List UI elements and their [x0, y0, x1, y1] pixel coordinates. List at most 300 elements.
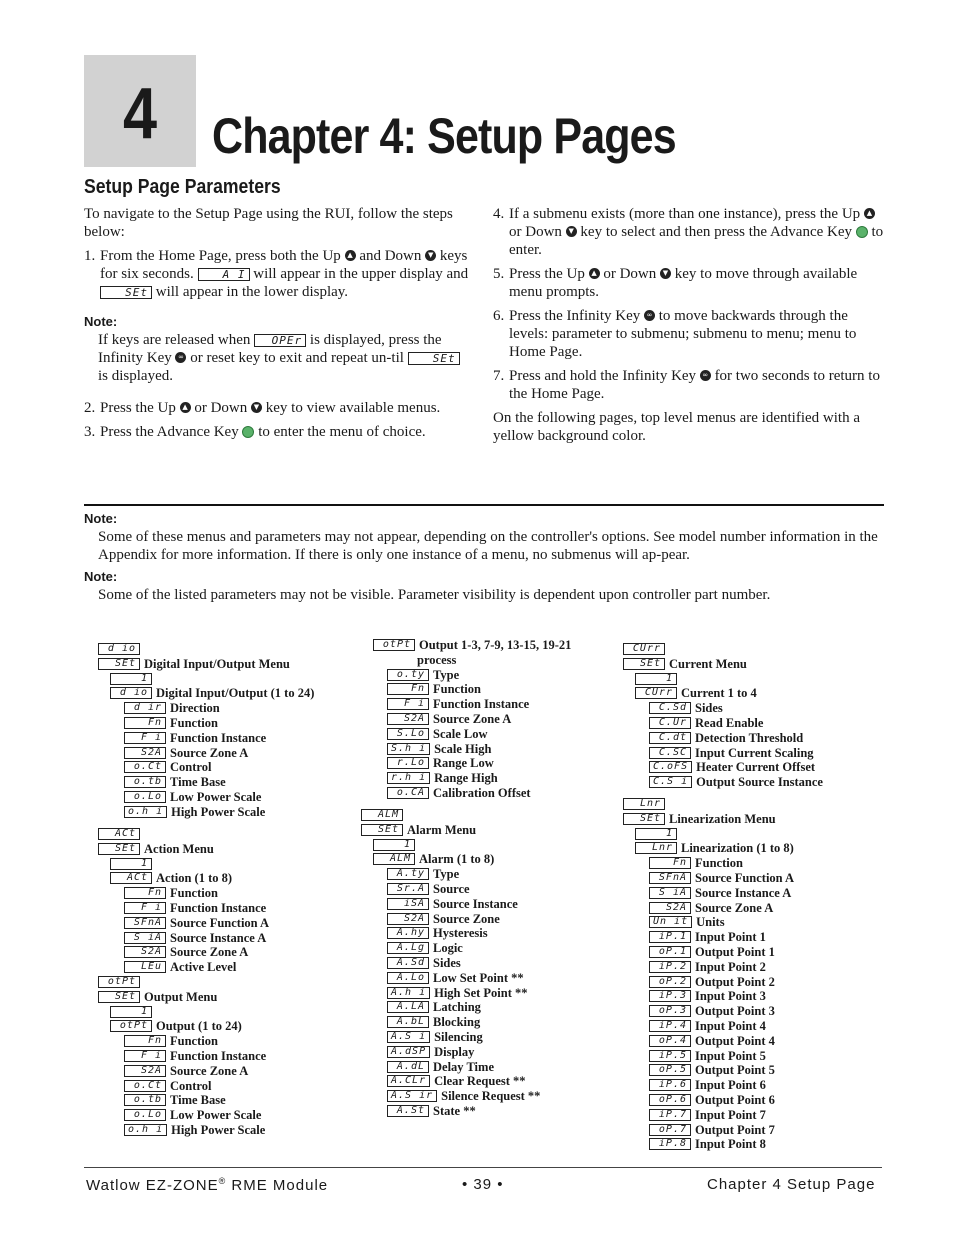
- menu-entry: [649, 716, 763, 730]
- lcd-prompt: C.dt: [649, 732, 691, 744]
- lcd-prompt: A.Lg: [387, 942, 429, 954]
- menu-entry: [387, 682, 481, 696]
- footer-chapter: Chapter 4 Setup Page: [707, 1176, 876, 1193]
- lcd-prompt: ACt: [110, 872, 152, 884]
- menu-entry: [623, 812, 776, 826]
- menu-entry: [110, 672, 156, 686]
- lcd-prompt: 1: [110, 673, 152, 685]
- lcd-prompt: S2A: [124, 946, 166, 958]
- menu-entry: [649, 856, 743, 870]
- lcd-prompt: 1: [635, 828, 677, 840]
- menu-entry-label: Source Instance: [433, 896, 518, 911]
- menu-entry-label: Range High: [434, 771, 498, 786]
- menu-entry-label: Latching: [433, 1000, 481, 1015]
- menu-entry-label: Alarm (1 to 8): [419, 852, 495, 867]
- menu-entry-label: High Set Point **: [434, 985, 528, 1000]
- menu-entry-label: Source Zone A: [170, 1063, 249, 1078]
- lcd-prompt: S iA: [649, 887, 691, 899]
- menu-entry-label: Logic: [433, 941, 463, 956]
- menu-entry-label: State **: [433, 1104, 476, 1118]
- menu-entry-label: Input Point 1: [695, 930, 766, 945]
- lcd-prompt: A.dL: [387, 1061, 429, 1073]
- menu-entry-label: Control: [170, 1078, 212, 1093]
- lcd-prompt: S2A: [124, 747, 166, 759]
- menu-entry: [635, 672, 681, 686]
- lcd-prompt: r.Lo: [387, 757, 429, 769]
- menu-entry: [124, 805, 265, 819]
- menu-entry: [649, 960, 766, 974]
- menu-entry: [361, 808, 407, 822]
- menu-entry-label: Function Instance: [170, 901, 267, 915]
- lcd-prompt: o.h i: [124, 1124, 167, 1136]
- menu-entry-label: Digital Input/Output Menu: [144, 656, 290, 671]
- note-text: If keys are released when OPEr is displayed, press the Infinity Key ∞ or reset key to exit and repeat un-til SEt is displayed.: [98, 331, 469, 385]
- lcd-prompt: 1: [635, 673, 677, 685]
- menu-entry-label: Units: [696, 915, 725, 930]
- menu-entry-label: Source Instance A: [695, 885, 792, 900]
- lcd-prompt: iP.8: [649, 1138, 691, 1150]
- menu-entry-label: Output (1 to 24): [156, 1019, 242, 1034]
- menu-entry-label: Output Point 1: [695, 945, 775, 959]
- menu-entry: [649, 1049, 766, 1063]
- menu-entry: [387, 727, 488, 741]
- menu-entry-label: Current 1 to 4: [681, 686, 757, 701]
- menu-entry: [124, 746, 248, 760]
- infinity-key-icon: ∞: [175, 352, 186, 363]
- lcd-prompt: o.ty: [387, 669, 429, 681]
- lcd-display: SEt: [100, 286, 152, 299]
- note-text: Some of the listed parameters may not be visible. Parameter visibility is dependent upon controller part number.: [98, 587, 771, 603]
- menu-entry-label: Input Current Scaling: [695, 745, 814, 760]
- menu-entry-label: Time Base: [170, 1093, 226, 1108]
- right-column: [493, 205, 885, 445]
- lcd-prompt: S2A: [124, 1065, 166, 1077]
- menu-entry-label: Function: [170, 886, 218, 901]
- lcd-prompt: Un it: [649, 916, 692, 928]
- lcd-prompt: r.h i: [387, 772, 430, 784]
- menu-entry-label: Source Function A: [695, 871, 795, 885]
- lcd-prompt: Fn: [124, 717, 166, 729]
- menu-entry-label: Low Set Point **: [433, 970, 524, 985]
- advance-key-icon: [242, 426, 254, 438]
- intro-text: To navigate to the Setup Page using the RUI, follow the steps below:: [84, 206, 453, 240]
- menu-entry: [649, 975, 775, 989]
- lcd-prompt: oP.5: [649, 1064, 691, 1076]
- menu-entry: [387, 971, 524, 985]
- menu-entry-label: Heater Current Offset: [696, 760, 816, 775]
- menu-entry: [387, 786, 531, 800]
- menu-entry: [387, 668, 459, 682]
- menu-entry-label: Source Zone A: [170, 945, 249, 960]
- menu-entry: [649, 1034, 775, 1048]
- lcd-prompt: 1: [110, 1006, 152, 1018]
- lcd-prompt: ALM: [373, 853, 415, 865]
- menu-entry-label: Calibration Offset: [433, 786, 531, 800]
- menu-entry-label: Function: [170, 1034, 218, 1049]
- menu-entry-label: Silencing: [434, 1030, 483, 1044]
- lcd-prompt: iP.4: [649, 1020, 691, 1032]
- lcd-prompt: C.SC: [649, 747, 691, 759]
- menu-entry: [387, 756, 494, 770]
- menu-entry: [649, 930, 766, 944]
- menu-entry: [110, 871, 232, 885]
- menu-entry-label: Scale Low: [433, 726, 488, 741]
- menu-entry: [387, 897, 518, 911]
- lcd-prompt: Fn: [124, 887, 166, 899]
- lcd-prompt: SEt: [98, 843, 140, 855]
- page-number: • 39 •: [462, 1176, 504, 1193]
- lcd-prompt: Fn: [387, 683, 429, 695]
- menu-entry-label: Low Power Scale: [170, 790, 262, 804]
- menu-entry-label: Output Point 3: [695, 1004, 775, 1019]
- menu-entry-label: Control: [170, 760, 212, 775]
- menu-entry: [124, 716, 218, 730]
- menu-entry: [98, 827, 144, 841]
- menu-entry: [649, 1078, 766, 1092]
- menu-entry: [124, 1049, 266, 1063]
- menu-entry: [387, 1045, 474, 1059]
- menu-entry-label: Output Source Instance: [696, 775, 823, 790]
- lcd-prompt: A.CLr: [387, 1075, 430, 1087]
- lcd-prompt: Lnr: [623, 798, 665, 810]
- lcd-prompt: d io: [98, 643, 140, 655]
- menu-entry: [387, 1000, 481, 1014]
- lcd-prompt: S.Lo: [387, 728, 429, 740]
- menu-entry: [635, 686, 757, 700]
- down-key-icon: ▼: [660, 268, 671, 279]
- lcd-prompt: oP.1: [649, 946, 691, 958]
- menu-entry: [649, 775, 823, 789]
- lcd-prompt: SFnA: [649, 872, 691, 884]
- menu-entry: [387, 882, 470, 896]
- menu-entry-label: Output 1-3, 7-9, 13-15, 19-21: [419, 638, 572, 652]
- menu-entry: [649, 1004, 775, 1018]
- menu-entry: [124, 731, 266, 745]
- lcd-prompt: otPt: [98, 976, 140, 988]
- menu-entry-label: Function Instance: [170, 730, 267, 745]
- menu-entry-label: Source Zone A: [695, 900, 774, 915]
- menu-entry-label: Digital Input/Output (1 to 24): [156, 686, 315, 701]
- menu-entry-label: Input Point 8: [695, 1137, 766, 1152]
- menu-entry-label: Output Point 7: [695, 1122, 775, 1137]
- menu-entry: [124, 931, 266, 945]
- menu-entry: [623, 657, 747, 671]
- lcd-prompt: F i: [124, 732, 166, 744]
- menu-entry-label: Current Menu: [669, 656, 747, 671]
- menu-entry: [373, 838, 419, 852]
- menu-entry-label: Active Level: [170, 960, 237, 975]
- lcd-prompt: o.Ct: [124, 761, 166, 773]
- menu-entry: [124, 916, 269, 930]
- lcd-prompt: d io: [110, 687, 152, 699]
- menu-entry: [124, 775, 226, 789]
- menu-entry-label: Source Function A: [170, 915, 270, 930]
- lcd-prompt: S2A: [649, 902, 691, 914]
- lcd-display: SEt: [408, 352, 460, 365]
- menu-column-1: [98, 642, 363, 1142]
- lcd-prompt: A.Lo: [387, 972, 429, 984]
- lcd-prompt: A.dSP: [387, 1046, 430, 1058]
- menu-entry: [623, 642, 669, 656]
- menu-entry: [98, 642, 144, 656]
- menu-entry: [110, 857, 156, 871]
- chapter-number: 4: [122, 74, 158, 154]
- lcd-prompt: SFnA: [124, 917, 166, 929]
- menu-entry-label: Source Zone A: [170, 745, 249, 760]
- lcd-prompt: SEt: [98, 658, 140, 670]
- menu-entry-label: Hysteresis: [433, 926, 488, 941]
- lcd-prompt: A.St: [387, 1105, 429, 1117]
- step-2: 2. Press the Up ▲ or Down ▼ key to view available menus.: [84, 400, 441, 416]
- lcd-prompt: 1: [110, 858, 152, 870]
- footer-rule: [84, 1167, 882, 1168]
- menu-entry-label: Delay Time: [433, 1059, 494, 1074]
- menu-entry: [124, 1079, 211, 1093]
- lcd-prompt: S2A: [387, 713, 429, 725]
- lcd-prompt: ACt: [98, 828, 140, 840]
- menu-entry-label: Function: [433, 682, 481, 697]
- menu-entry: [110, 686, 314, 700]
- lcd-prompt: S2A: [387, 913, 429, 925]
- lcd-prompt: oP.3: [649, 1005, 691, 1017]
- menu-entry: [110, 1005, 156, 1019]
- menu-entry-label: Type: [433, 667, 460, 682]
- lcd-prompt: otPt: [373, 639, 415, 651]
- menu-entry-label: Display: [434, 1044, 475, 1059]
- menu-entry-label: Input Point 6: [695, 1078, 766, 1093]
- lcd-prompt: A.bL: [387, 1016, 429, 1028]
- down-key-icon: ▼: [251, 402, 262, 413]
- down-key-icon: ▼: [566, 226, 577, 237]
- step-6: 6. Press the Infinity Key ∞ to move backwards through the levels: parameter to submenu; submenu to menu; menu to Home Page.: [493, 308, 857, 360]
- up-key-icon: ▲: [345, 250, 356, 261]
- menu-entry-label: Input Point 2: [695, 959, 766, 974]
- lcd-prompt: A.ty: [387, 868, 429, 880]
- menu-entry-label: Low Power Scale: [170, 1108, 262, 1123]
- lcd-prompt: Sr.A: [387, 883, 429, 895]
- step-1: 1. From the Home Page, press both the Up ▲ and Down ▼ keys for six seconds. A I will appear in the upper display and SEt will appear in the lower display.: [84, 248, 469, 300]
- footer-product: Watlow EZ-ZONE® RME Module: [86, 1176, 329, 1194]
- menu-entry-label: Silence Request **: [441, 1089, 541, 1104]
- menu-entry: [649, 731, 803, 745]
- menu-entry-label: Output Point 4: [695, 1033, 775, 1048]
- menu-entry: [649, 701, 723, 715]
- lcd-prompt: F i: [124, 902, 166, 914]
- menu-entry-label: Sides: [695, 701, 723, 716]
- menu-entry-label: Action Menu: [144, 841, 214, 856]
- menu-entry: [124, 1093, 226, 1107]
- menu-entry-label: Function: [695, 856, 743, 871]
- lcd-prompt: CUrr: [623, 643, 665, 655]
- menu-entry: [649, 901, 773, 915]
- menu-entry-label: Output Point 2: [695, 974, 775, 989]
- menu-entry-label: Function Instance: [170, 1049, 267, 1063]
- menu-entry: [649, 746, 814, 760]
- menu-entry-label: process: [417, 652, 457, 667]
- lcd-prompt: C.Sd: [649, 702, 691, 714]
- menu-entry-label: Source: [433, 882, 470, 896]
- menu-entry-label: Input Point 7: [695, 1107, 766, 1122]
- menu-column-2: [373, 638, 618, 1138]
- section-title: Setup Page Parameters: [84, 176, 281, 198]
- menu-entry-label: Detection Threshold: [695, 730, 804, 745]
- menu-entry: [124, 945, 248, 959]
- menu-entry-label: Linearization (1 to 8): [681, 841, 794, 856]
- lcd-prompt: o.tb: [124, 1094, 166, 1106]
- menu-entry: [124, 960, 236, 974]
- step-5: 5. Press the Up ▲ or Down ▼ key to move through available menu prompts.: [493, 266, 858, 300]
- lcd-prompt: CUrr: [635, 687, 677, 699]
- menu-column-3: [623, 642, 883, 1152]
- menu-entry: [387, 1089, 540, 1103]
- menu-entry-label: Direction: [170, 701, 220, 716]
- menu-entry: [387, 712, 511, 726]
- menu-entry: [387, 1104, 476, 1118]
- chapter-title: Chapter 4: Setup Pages: [212, 108, 676, 164]
- menu-entry-label: Clear Request **: [434, 1074, 526, 1089]
- up-key-icon: ▲: [589, 268, 600, 279]
- lcd-prompt: SEt: [361, 824, 403, 836]
- menu-entry: [649, 1123, 775, 1137]
- lcd-prompt: o.h i: [124, 806, 167, 818]
- lcd-prompt: C.Ur: [649, 717, 691, 729]
- lcd-prompt: A.hy: [387, 927, 429, 939]
- menu-entry-label: Input Point 5: [695, 1048, 766, 1063]
- menu-entry-label: High Power Scale: [171, 1123, 266, 1137]
- menu-entry-label: Source Instance A: [170, 930, 267, 945]
- menu-entry-label: Type: [433, 867, 460, 882]
- lcd-prompt: oP.4: [649, 1035, 691, 1047]
- menu-entry: [649, 945, 775, 959]
- lcd-prompt: A.h i: [387, 987, 430, 999]
- menu-entry: [387, 912, 500, 926]
- lcd-prompt: oP.6: [649, 1094, 691, 1106]
- lcd-prompt: F i: [387, 698, 429, 710]
- lcd-prompt: A.Sd: [387, 957, 429, 969]
- menu-entry-label: Range Low: [433, 756, 494, 771]
- menu-entry: [98, 990, 217, 1004]
- menu-entry: [387, 867, 459, 881]
- lcd-prompt: Fn: [649, 857, 691, 869]
- menu-entry: [387, 771, 498, 785]
- menu-entry: [387, 986, 528, 1000]
- lcd-prompt: SEt: [623, 813, 665, 825]
- lcd-prompt: iP.3: [649, 990, 691, 1002]
- lcd-prompt: iP.1: [649, 931, 691, 943]
- lcd-prompt: otPt: [110, 1020, 152, 1032]
- menu-entry: [417, 653, 456, 667]
- menu-entry: [649, 871, 794, 885]
- menu-entry-label: Output Point 6: [695, 1093, 775, 1107]
- lcd-prompt: A.LA: [387, 1001, 429, 1013]
- menu-entry: [649, 915, 725, 929]
- note-text: Some of these menus and parameters may not appear, depending on the controller's options. See model number information in the Appendix for more information. If there is only one instance of a menu, no submenus will ap-pear.: [98, 529, 878, 563]
- menu-entry: [387, 1015, 480, 1029]
- menu-entry: [635, 841, 794, 855]
- lcd-prompt: o.Lo: [124, 1109, 166, 1121]
- lcd-prompt: Lnr: [635, 842, 677, 854]
- down-key-icon: ▼: [425, 250, 436, 261]
- menu-entry-label: Source Zone: [433, 911, 500, 926]
- lcd-prompt: LEu: [124, 961, 166, 973]
- menu-entry-label: Sides: [433, 956, 461, 970]
- menu-entry: [387, 941, 463, 955]
- menu-entry: [649, 989, 766, 1003]
- menu-entry-label: Output Menu: [144, 989, 218, 1004]
- lcd-prompt: Fn: [124, 1035, 166, 1047]
- menu-entry: [387, 742, 491, 756]
- menu-entry: [387, 926, 488, 940]
- menu-entry: [124, 1123, 265, 1137]
- menu-entry: [649, 760, 815, 774]
- menu-entry: [98, 657, 290, 671]
- menu-entry-label: Input Point 3: [695, 989, 766, 1004]
- note-label: Note:: [84, 314, 118, 329]
- menu-entry: [649, 1093, 775, 1107]
- step-3: 3. Press the Advance Key to enter the menu of choice.: [84, 424, 426, 440]
- left-column: [84, 205, 469, 441]
- menu-entry: [124, 1064, 248, 1078]
- lcd-prompt: o.Lo: [124, 791, 166, 803]
- lcd-prompt: C.S i: [649, 776, 692, 788]
- menu-entry-label: Input Point 4: [695, 1019, 766, 1033]
- advance-key-icon: [856, 226, 868, 238]
- menu-entry: [110, 1019, 242, 1033]
- menu-entry-label: Time Base: [170, 775, 226, 790]
- lcd-prompt: A.S i: [387, 1031, 430, 1043]
- lcd-prompt: SEt: [623, 658, 665, 670]
- menu-entry: [623, 797, 669, 811]
- step-4: 4. If a submenu exists (more than one instance), press the Up ▲ or Down ▼ key to select and then press the Advance Key to enter.: [493, 206, 884, 258]
- up-key-icon: ▲: [180, 402, 191, 413]
- menu-entry-label: High Power Scale: [171, 804, 266, 819]
- menu-entry: [124, 701, 220, 715]
- infinity-key-icon: ∞: [700, 370, 711, 381]
- menu-entry: [124, 760, 211, 774]
- menu-entry-label: Read Enable: [695, 716, 764, 730]
- menu-entry: [649, 1137, 766, 1151]
- general-notes: [84, 510, 884, 604]
- menu-entry: [98, 842, 214, 856]
- menu-entry: [387, 697, 529, 711]
- up-key-icon: ▲: [864, 208, 875, 219]
- note-label: Note:: [84, 511, 118, 526]
- menu-entry-label: Function Instance: [433, 697, 530, 712]
- lcd-prompt: iP.6: [649, 1079, 691, 1091]
- lcd-prompt: iSA: [387, 898, 429, 910]
- lcd-prompt: d ir: [124, 702, 166, 714]
- lcd-prompt: oP.7: [649, 1124, 691, 1136]
- lcd-display: OPEr: [254, 334, 306, 347]
- menu-entry: [373, 852, 494, 866]
- lcd-prompt: oP.2: [649, 976, 691, 988]
- menu-entry: [649, 1019, 766, 1033]
- section-divider: [84, 504, 884, 506]
- menu-entry: [124, 901, 266, 915]
- lcd-prompt: iP.7: [649, 1109, 691, 1121]
- lcd-prompt: o.Ct: [124, 1080, 166, 1092]
- lcd-prompt: S iA: [124, 932, 166, 944]
- menu-entry: [124, 1108, 261, 1122]
- lcd-prompt: iP.5: [649, 1050, 691, 1062]
- lcd-prompt: S.h i: [387, 743, 430, 755]
- menu-entry-label: Function: [170, 716, 218, 730]
- menu-entry: [373, 638, 571, 652]
- lcd-prompt: A.S ir: [387, 1090, 437, 1102]
- menu-entry: [387, 1074, 526, 1088]
- menu-entry: [98, 975, 144, 989]
- step-7: 7. Press and hold the Infinity Key ∞ for two seconds to return to the Home Page.: [493, 368, 880, 402]
